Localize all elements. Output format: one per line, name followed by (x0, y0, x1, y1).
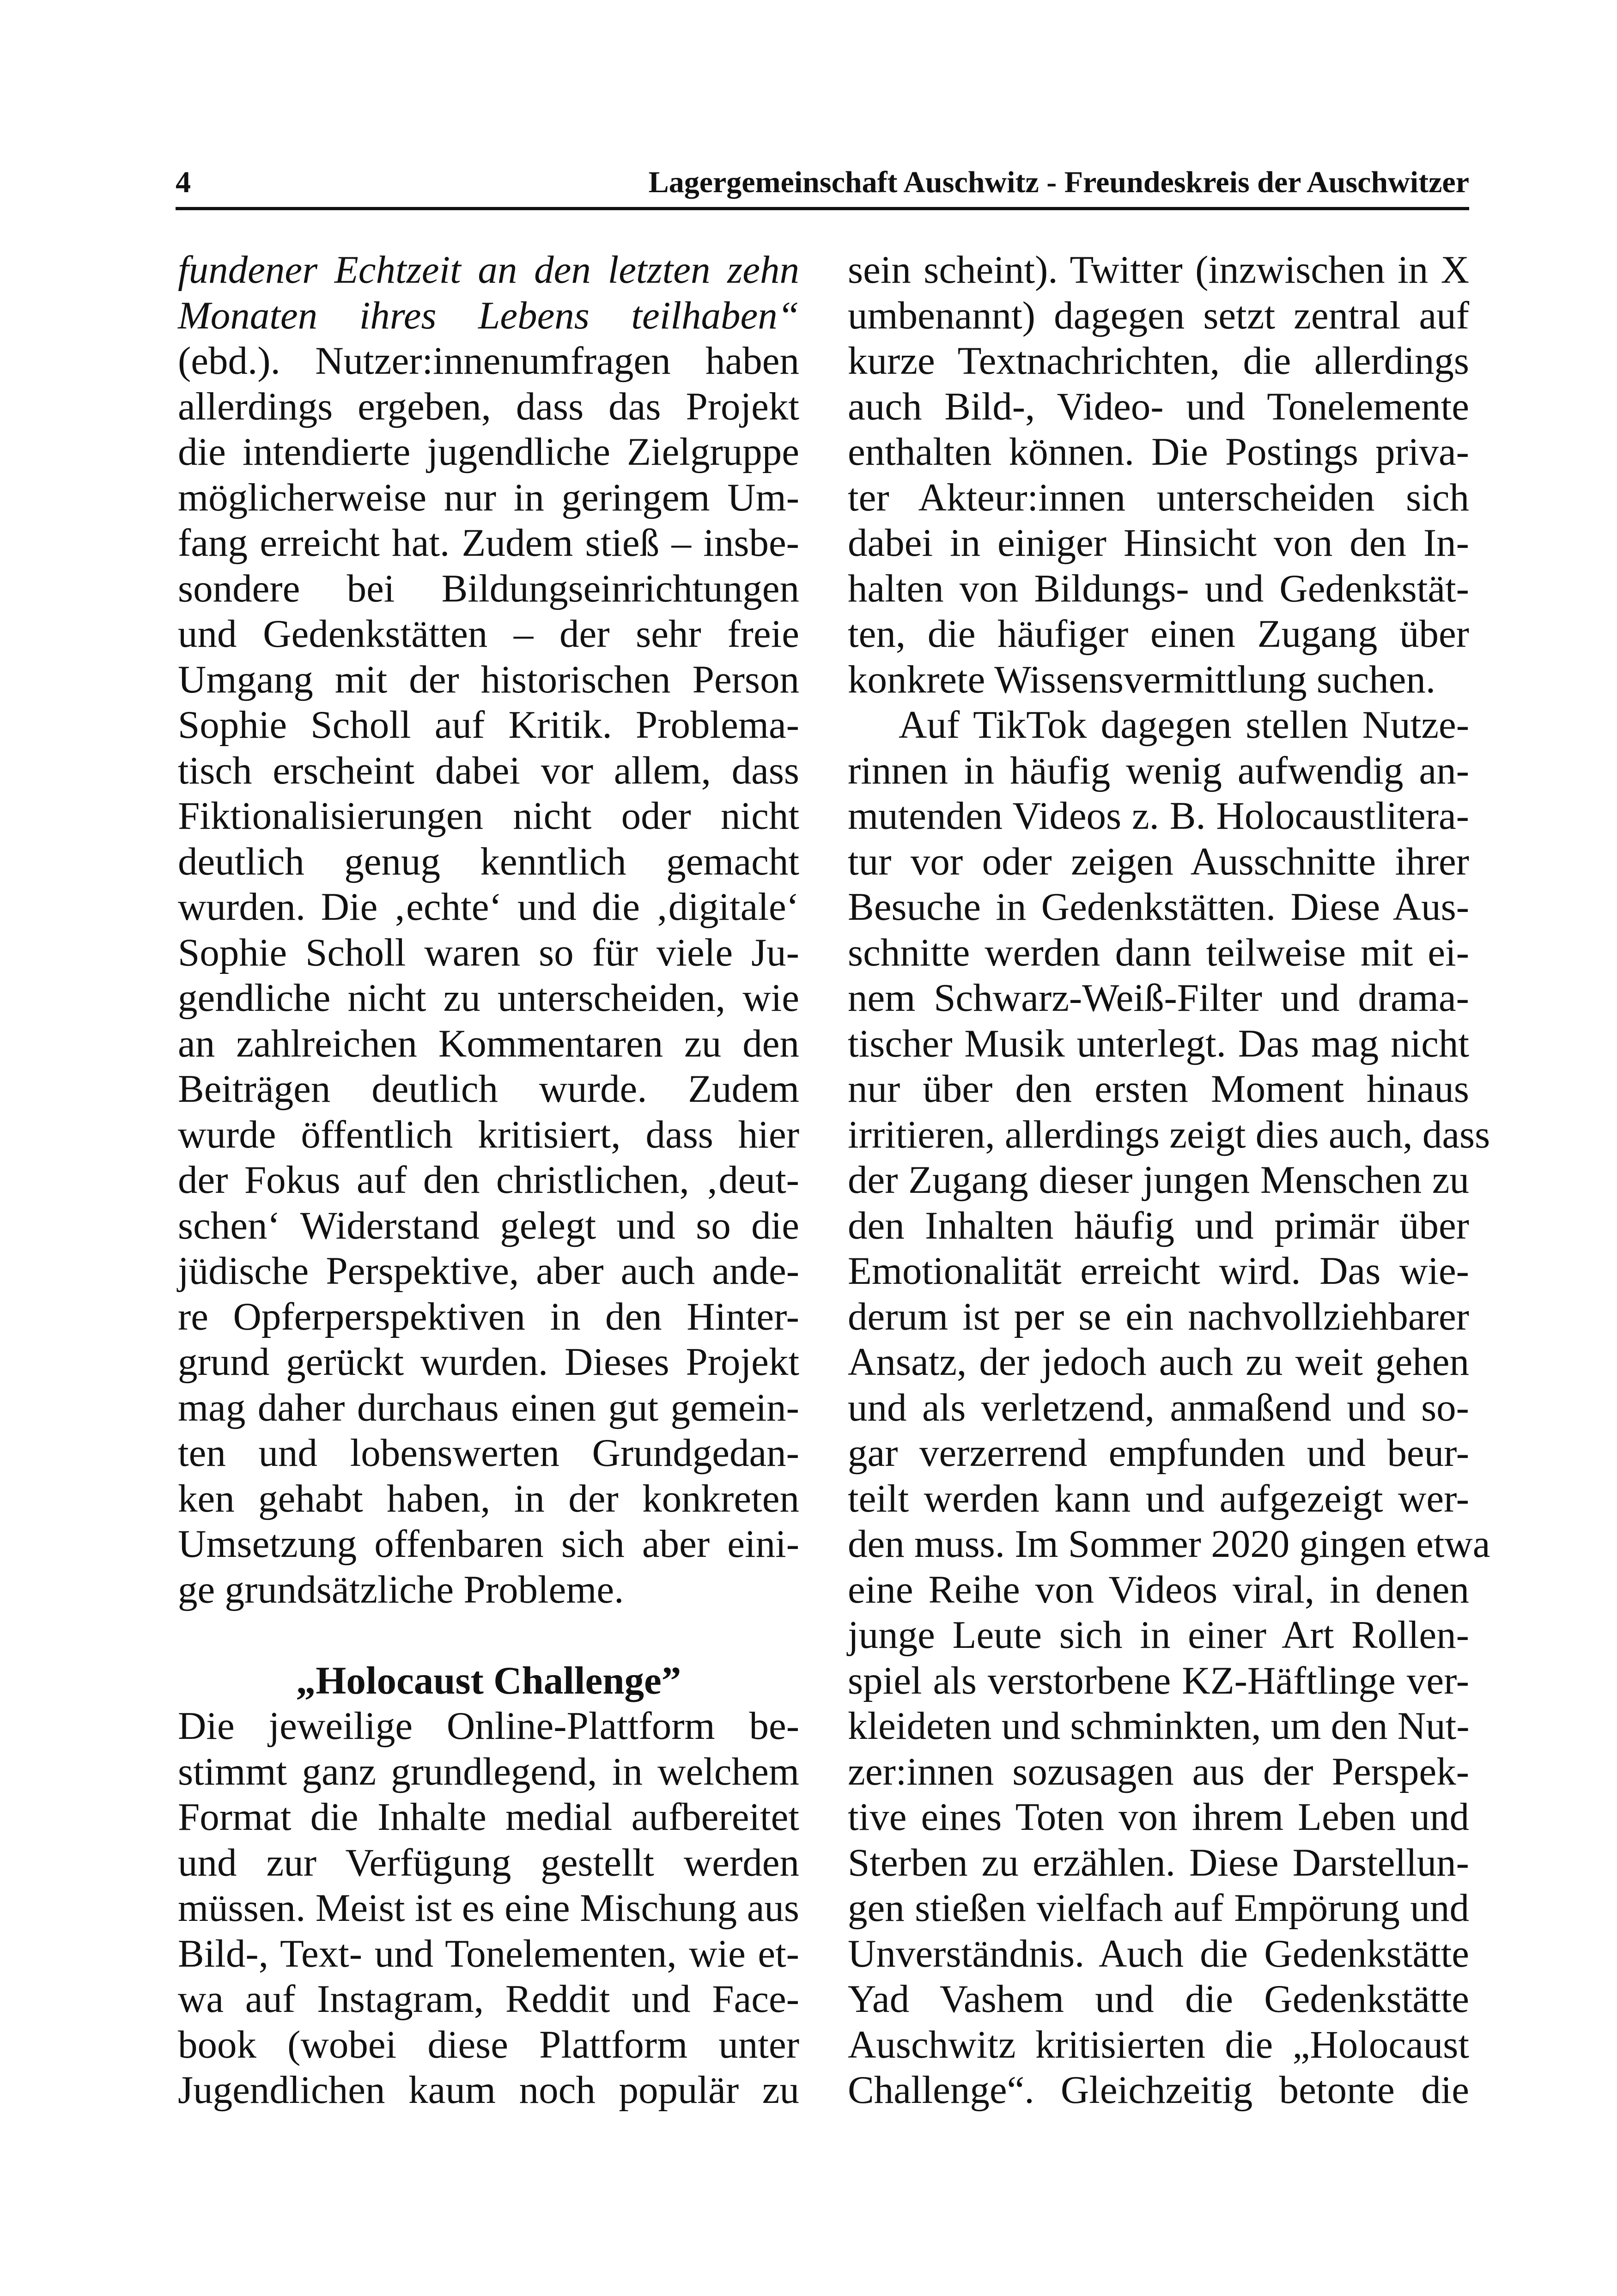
text-line: Unverständnis. Auch die Gedenkstätte (848, 1932, 1469, 1975)
text-line: konkrete Wissensvermittlung suchen. (848, 657, 1436, 701)
text-line: schen‘ Widerstand gelegt und so die (178, 1203, 799, 1247)
text-line: tischer Musik unterlegt. Das mag nicht (848, 1021, 1469, 1065)
text-line: und Gedenkstätten – der sehr freie (178, 612, 799, 656)
text-line: der Zugang dieser jungen Menschen zu (848, 1158, 1469, 1202)
text-line: nem Schwarz-Weiß-Filter und drama- (848, 976, 1469, 1020)
text-line: re Opferperspektiven in den Hinter- (178, 1294, 799, 1338)
text-line: ken gehabt haben, in der konkreten (178, 1476, 799, 1520)
text-line: ge grundsätzliche Probleme. (178, 1567, 624, 1611)
text-line: sondere bei Bildungseinrichtungen (178, 566, 799, 610)
text-line: schnitte werden dann teilweise mit ei- (848, 930, 1469, 974)
text-line: der Fokus auf den christlichen, ‚deut- (178, 1158, 799, 1202)
text-line: den muss. Im Sommer 2020 gingen etwa (848, 1522, 1490, 1566)
text-line: kleideten und schminkten, um den Nut- (848, 1704, 1470, 1748)
text-line: Emotionalität erreicht wird. Das wie- (848, 1249, 1469, 1293)
text-line: Umsetzung offenbaren sich aber eini- (178, 1522, 799, 1566)
text-line: kurze Textnachrichten, die allerdings (848, 339, 1469, 383)
text-line: wurden. Die ‚echte‘ und die ‚digitale‘ (178, 885, 799, 929)
text-line: Ansatz, der jedoch auch zu weit gehen (848, 1340, 1469, 1384)
text-line: ter Akteur:innen unterscheiden sich (848, 475, 1469, 519)
text-line: nur über den ersten Moment hinaus (848, 1067, 1469, 1111)
section-heading: „Holocaust Challenge” (296, 1658, 681, 1702)
text-line: derum ist per se ein nachvollziehbarer (848, 1294, 1469, 1338)
text-line: ten, die häufiger einen Zugang über (848, 612, 1469, 656)
text-line: eine Reihe von Videos viral, in denen (848, 1567, 1469, 1611)
text-line: und als verletzend, anmaßend und so- (848, 1385, 1469, 1429)
text-line: tisch erscheint dabei vor allem, dass (178, 748, 799, 792)
paragraph-twitter (848, 247, 1469, 702)
text-line: fundener Echtzeit an den letzten zehn (178, 248, 799, 292)
text-line: Challenge“. Gleichzeitig betonte die (848, 2068, 1469, 2112)
text-line: stimmt ganz grundlegend, in welchem (178, 1749, 799, 1793)
text-line: Sophie Scholl waren so für viele Ju- (178, 930, 799, 974)
text-line: Umgang mit der historischen Person (178, 657, 799, 701)
text-line: tur vor oder zeigen Ausschnitte ihrer (848, 839, 1469, 883)
text-line: Sterben zu erzählen. Diese Darstellun- (848, 1840, 1469, 1884)
running-header: Lagergemeinschaft Auschwitz - Freundeskreis der Auschwitzer (648, 165, 1469, 199)
text-line: wurde öffentlich kritisiert, dass hier (178, 1112, 799, 1156)
text-line: den Inhalten häufig und primär über (848, 1203, 1469, 1247)
left-column (178, 247, 799, 2113)
text-line: auch Bild-, Video- und Tonelemente (848, 384, 1469, 428)
text-line: Format die Inhalte medial aufbereitet (178, 1795, 799, 1839)
text-line: und zur Verfügung gestellt werden (178, 1840, 799, 1884)
text-line: gen stießen vielfach auf Empörung und (848, 1886, 1469, 1930)
text-line: die intendierte jugendliche Zielgruppe (178, 430, 799, 474)
text-line: Yad Vashem und die Gedenkstätte (848, 1977, 1469, 2021)
text-line: ten und lobenswerten Grundgedan- (178, 1431, 799, 1475)
text-line: allerdings ergeben, dass das Projekt (178, 384, 799, 428)
text-line: möglicherweise nur in geringem Um- (178, 475, 799, 519)
text-line: Jugendlichen kaum noch populär zu (178, 2068, 799, 2112)
text-line: spiel als verstorbene KZ-Häftlinge ver- (848, 1658, 1469, 1702)
text-line: Die jeweilige Online-Plattform be- (178, 1704, 799, 1748)
text-line: gar verzerrend empfunden und beur- (848, 1431, 1469, 1475)
paragraph-online-platform (178, 1703, 799, 2113)
text-line: Sophie Scholl auf Kritik. Problema- (178, 703, 799, 747)
text-line: (ebd.). Nutzer:innenumfragen haben (178, 339, 799, 383)
text-line: dabei in einiger Hinsicht von den In- (848, 521, 1469, 565)
header-rule (176, 207, 1469, 210)
text-line: halten von Bildungs- und Gedenkstät- (848, 566, 1469, 610)
paragraph-gap (178, 1612, 799, 1658)
paragraph-sophie-scholl (178, 247, 799, 1612)
text-line: Bild-, Text- und Tonelementen, wie et- (178, 1932, 799, 1975)
text-line: sein scheint). Twitter (inzwischen in X (848, 248, 1469, 292)
text-line: book (wobei diese Plattform unter (178, 2023, 799, 2066)
text-line: grund gerückt wurden. Dieses Projekt (178, 1340, 799, 1384)
paragraph-tiktok (848, 702, 1490, 2113)
text-line: teilt werden kann und aufgezeigt wer- (848, 1476, 1469, 1520)
text-line: Auschwitz kritisierten die „Holocaust (848, 2023, 1469, 2066)
text-line: umbenannt) dagegen setzt zentral auf (848, 293, 1469, 337)
text-line: Beiträgen deutlich wurde. Zudem (178, 1067, 799, 1111)
text-line: Fiktionalisierungen nicht oder nicht (178, 794, 799, 838)
text-line: mutenden Videos z. B. Holocaustlitera- (848, 794, 1469, 838)
text-line: Besuche in Gedenkstätten. Diese Aus- (848, 885, 1469, 929)
text-line: enthalten können. Die Postings priva- (848, 430, 1469, 474)
text-line: müssen. Meist ist es eine Mischung aus (178, 1886, 799, 1930)
text-line: junge Leute sich in einer Art Rollen- (848, 1613, 1469, 1657)
text-line: irritieren, allerdings zeigt dies auch, dass (848, 1112, 1490, 1156)
text-line: rinnen in häufig wenig aufwendig an- (848, 748, 1469, 792)
text-line: fang erreicht hat. Zudem stieß – insbe- (178, 521, 799, 565)
right-column (848, 247, 1490, 2113)
text-line: jüdische Perspektive, aber auch ande- (178, 1249, 799, 1293)
page-number: 4 (176, 165, 191, 199)
text-line: deutlich genug kenntlich gemacht (178, 839, 799, 883)
text-line: tive eines Toten von ihrem Leben und (848, 1795, 1469, 1839)
text-line: zer:innen sozusagen aus der Perspek- (848, 1749, 1469, 1793)
text-line: gendliche nicht zu unterscheiden, wie (178, 976, 799, 1020)
text-line: an zahlreichen Kommentaren zu den (178, 1021, 799, 1065)
text-line: Monaten ihres Lebens teilhaben“ (178, 293, 799, 337)
text-line: wa auf Instagram, Reddit und Face- (178, 1977, 799, 2021)
text-line: mag daher durchaus einen gut gemein- (178, 1385, 799, 1429)
text-line: Auf TikTok dagegen stellen Nutze- (899, 703, 1469, 747)
